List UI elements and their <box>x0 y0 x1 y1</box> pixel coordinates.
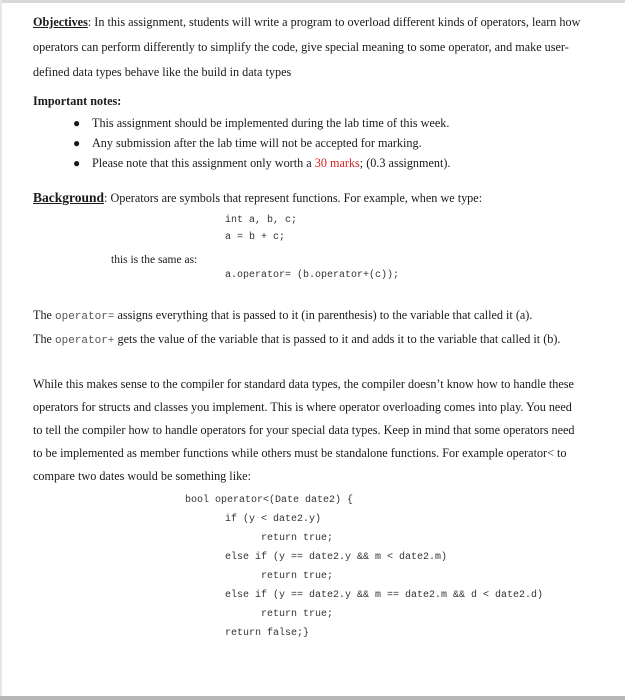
page-left-edge <box>0 0 2 700</box>
code-line: return false;} <box>225 628 310 639</box>
objectives-heading: Objectives <box>33 15 88 29</box>
bullet-icon: ● <box>73 156 81 170</box>
paragraph-line: compare two dates would be something like: <box>33 469 251 483</box>
paragraph-line: While this makes sense to the compiler for standard data types, the compiler doesn’t know how to handle these <box>33 377 574 391</box>
notes-title: Important notes: <box>33 94 122 108</box>
operator-plus: operator+ <box>55 335 115 347</box>
bullet-icon: ● <box>73 136 81 150</box>
background-line: Background: Operators are symbols that represent functions. For example, when we type: <box>33 190 483 205</box>
code-line: return true; <box>261 533 334 544</box>
code-line: return true; <box>261 571 334 582</box>
code-line: bool operator<(Date date2) { <box>185 495 354 506</box>
paragraph-line: to be implemented as member functions while others must be standalone functions. For example operator< to <box>33 446 567 460</box>
list-item: ● Please note that this assignment only worth a 30 marks; (0.3 assignment). <box>73 153 450 173</box>
code-declaration: int a, b, c; <box>225 215 298 226</box>
paragraph-line: to tell the compiler how to handle operators for your special data types. Keep in mind that some operators need <box>33 423 575 437</box>
marks-highlight: 30 marks <box>314 156 360 170</box>
code-line: else if (y == date2.y && m == date2.m && d < date2.d) <box>225 590 544 601</box>
code-assignment: a = b + c; <box>225 232 286 243</box>
objectives-line-2: operators can perform differently to simplify the code, give special meaning to some operator, and make user- <box>33 40 569 54</box>
page-bottom-edge <box>0 696 625 700</box>
same-as-label: this is the same as: <box>111 254 198 266</box>
explain-line-2: The operator+ gets the value of the variable that is passed to it and adds it to the variable that called it (b). <box>33 332 561 347</box>
code-operator-form: a.operator= (b.operator+(c)); <box>225 270 400 281</box>
explain-line-1: The operator= assigns everything that is passed to it (in parenthesis) to the variable that called it (a). <box>33 308 533 323</box>
objectives-line-3: defined data types behave like the build in data types <box>33 65 292 79</box>
list-item: ● Any submission after the lab time will not be accepted for marking. <box>73 133 450 153</box>
code-line: if (y < date2.y) <box>225 514 322 525</box>
code-line: else if (y == date2.y && m < date2.m) <box>225 552 448 563</box>
code-line: return true; <box>261 609 334 620</box>
notes-list <box>73 113 450 173</box>
bullet-icon: ● <box>73 116 81 130</box>
page-top-edge <box>0 0 625 3</box>
background-heading: Background <box>33 190 105 205</box>
list-item: ● This assignment should be implemented during the lab time of this week. <box>73 113 450 133</box>
paragraph-line: operators for structs and classes you implement. This is where operator overloading comes into play. You need <box>33 400 572 414</box>
operator-equals: operator= <box>55 311 115 323</box>
objectives-line-1: Objectives: In this assignment, students will write a program to overload different kinds of operators, learn how <box>33 15 581 29</box>
